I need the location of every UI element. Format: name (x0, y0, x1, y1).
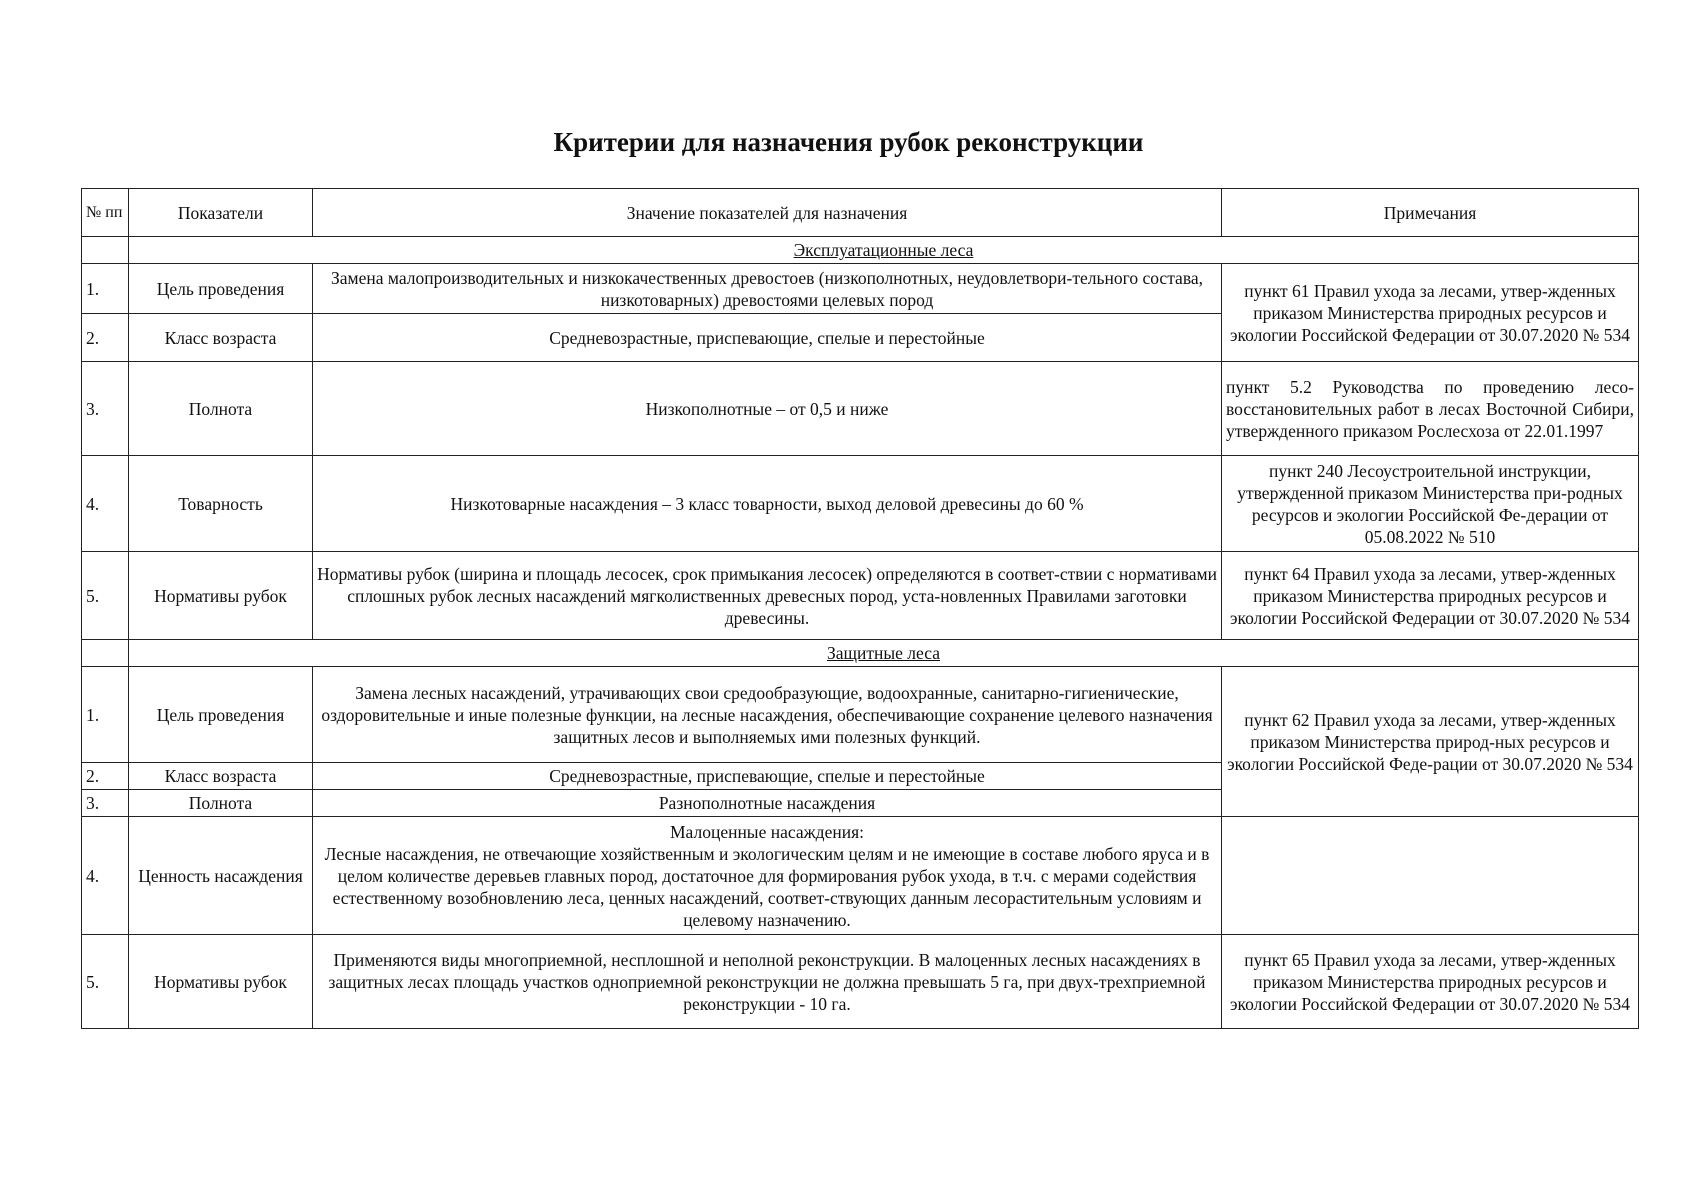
value-subtitle: Малоценные насаждения: (669, 821, 864, 842)
row-indicator: Полнота (129, 790, 313, 817)
header-value: Значение показателей для назначения (313, 189, 1222, 237)
section-row (82, 237, 1639, 264)
row-number: 2. (82, 763, 129, 790)
row-indicator: Ценность насаждения (129, 817, 313, 935)
row-note: пункт 61 Правил ухода за лесами, утвер-жденных приказом Министерства природных ресурсов и экологии Российской Федерации от 30.07.2020 № 534 (1222, 264, 1639, 362)
row-indicator: Класс возраста (129, 314, 313, 362)
row-indicator: Товарность (129, 456, 313, 552)
row-value: Средневозрастные, приспевающие, спелые и перестойные (313, 763, 1222, 790)
row-note: пункт 62 Правил ухода за лесами, утвер-жденных приказом Министерства природ-ных ресурсов и экологии Российской Феде-рации от 30.07.2020 № 534 (1222, 667, 1639, 817)
row-number: 2. (82, 314, 129, 362)
table-row (82, 935, 1639, 1029)
value-text: Лесные насаждения, не отвечающие хозяйственным и экологическим целям и не имеющие в составе любого яруса и в целом количестве деревьев главных пород, достаточное для формирования рубок ухода, в т.ч. с мерами содействия естественному возобновлению леса, ценных насаждений, соответ-ствующих данным лесорастительным условиям и целевому назначению. (324, 843, 1210, 930)
row-value (313, 817, 1222, 935)
header-note: Примечания (1222, 189, 1639, 237)
table-row (82, 667, 1639, 763)
row-number: 1. (82, 667, 129, 763)
row-indicator: Класс возраста (129, 763, 313, 790)
header-number: № пп (82, 189, 129, 237)
table-header-row (82, 189, 1639, 237)
section-row (82, 640, 1639, 667)
row-value: Низкополнотные – от 0,5 и ниже (313, 362, 1222, 456)
row-note (1222, 817, 1639, 935)
row-value: Разнополнотные насаждения (313, 790, 1222, 817)
table-row (82, 362, 1639, 456)
row-number: 4. (82, 456, 129, 552)
row-indicator: Полнота (129, 362, 313, 456)
document-title: Критерии для назначения рубок реконструкции (553, 127, 1144, 157)
row-value: Нормативы рубок (ширина и площадь лесосек, срок примыкания лесосек) определяются в соответ-ствии с нормативами сплошных рубок лесных насаждений мягколиственных древесных пород, уста-новленных Правилами заготовки древесины. (313, 552, 1222, 640)
row-note: пункт 65 Правил ухода за лесами, утвер-жденных приказом Министерства природных ресурсов и экологии Российской Федерации от 30.07.2020 № 534 (1222, 935, 1639, 1029)
table-row (82, 264, 1639, 314)
section-title: Защитные леса (129, 640, 1639, 667)
row-value: Замена малопроизводительных и низкокачественных древостоев (низкополнотных, неудовлетвори-тельного состава, низкотоварных) древостоями целевых пород (313, 264, 1222, 314)
row-number: 3. (82, 790, 129, 817)
row-indicator: Нормативы рубок (129, 935, 313, 1029)
row-number: 3. (82, 362, 129, 456)
row-note: пункт 5.2 Руководства по проведению лесо-восстановительных работ в лесах Восточной Сибири, утвержденного приказом Рослесхоза от 22.01.1997 (1222, 362, 1639, 456)
row-value: Замена лесных насаждений, утрачивающих свои средообразующие, водоохранные, санитарно-гигиенические, оздоровительные и иные полезные функции, на лесные насаждения, обеспечивающие сохранение целевого назначения защитных лесов и выполняемых ими полезных функций. (313, 667, 1222, 763)
row-value: Применяются виды многоприемной, несплошной и неполной реконструкции. В малоценных лесных насаждениях в защитных лесах площадь участков одноприемной реконструкции не должна превышать 5 га, при двух-трехприемной реконструкции - 10 га. (313, 935, 1222, 1029)
row-indicator: Нормативы рубок (129, 552, 313, 640)
header-indicator: Показатели (129, 189, 313, 237)
row-note: пункт 240 Лесоустроительной инструкции, утвержденной приказом Министерства при-родных ресурсов и экологии Российской Фе-дерации от 05.08.2022 № 510 (1222, 456, 1639, 552)
row-indicator: Цель проведения (129, 264, 313, 314)
row-note: пункт 64 Правил ухода за лесами, утвер-жденных приказом Министерства природных ресурсов и экологии Российской Федерации от 30.07.2020 № 534 (1222, 552, 1639, 640)
row-indicator: Цель проведения (129, 667, 313, 763)
table-row (82, 817, 1639, 935)
table-row (82, 456, 1639, 552)
row-value: Низкотоварные насаждения – 3 класс товарности, выход деловой древесины до 60 % (313, 456, 1222, 552)
row-number: 5. (82, 935, 129, 1029)
row-number: 1. (82, 264, 129, 314)
section-title: Эксплуатационные леса (129, 237, 1639, 264)
table-row (82, 552, 1639, 640)
row-number: 5. (82, 552, 129, 640)
row-value: Средневозрастные, приспевающие, спелые и перестойные (313, 314, 1222, 362)
row-number: 4. (82, 817, 129, 935)
criteria-table (81, 188, 1639, 1029)
